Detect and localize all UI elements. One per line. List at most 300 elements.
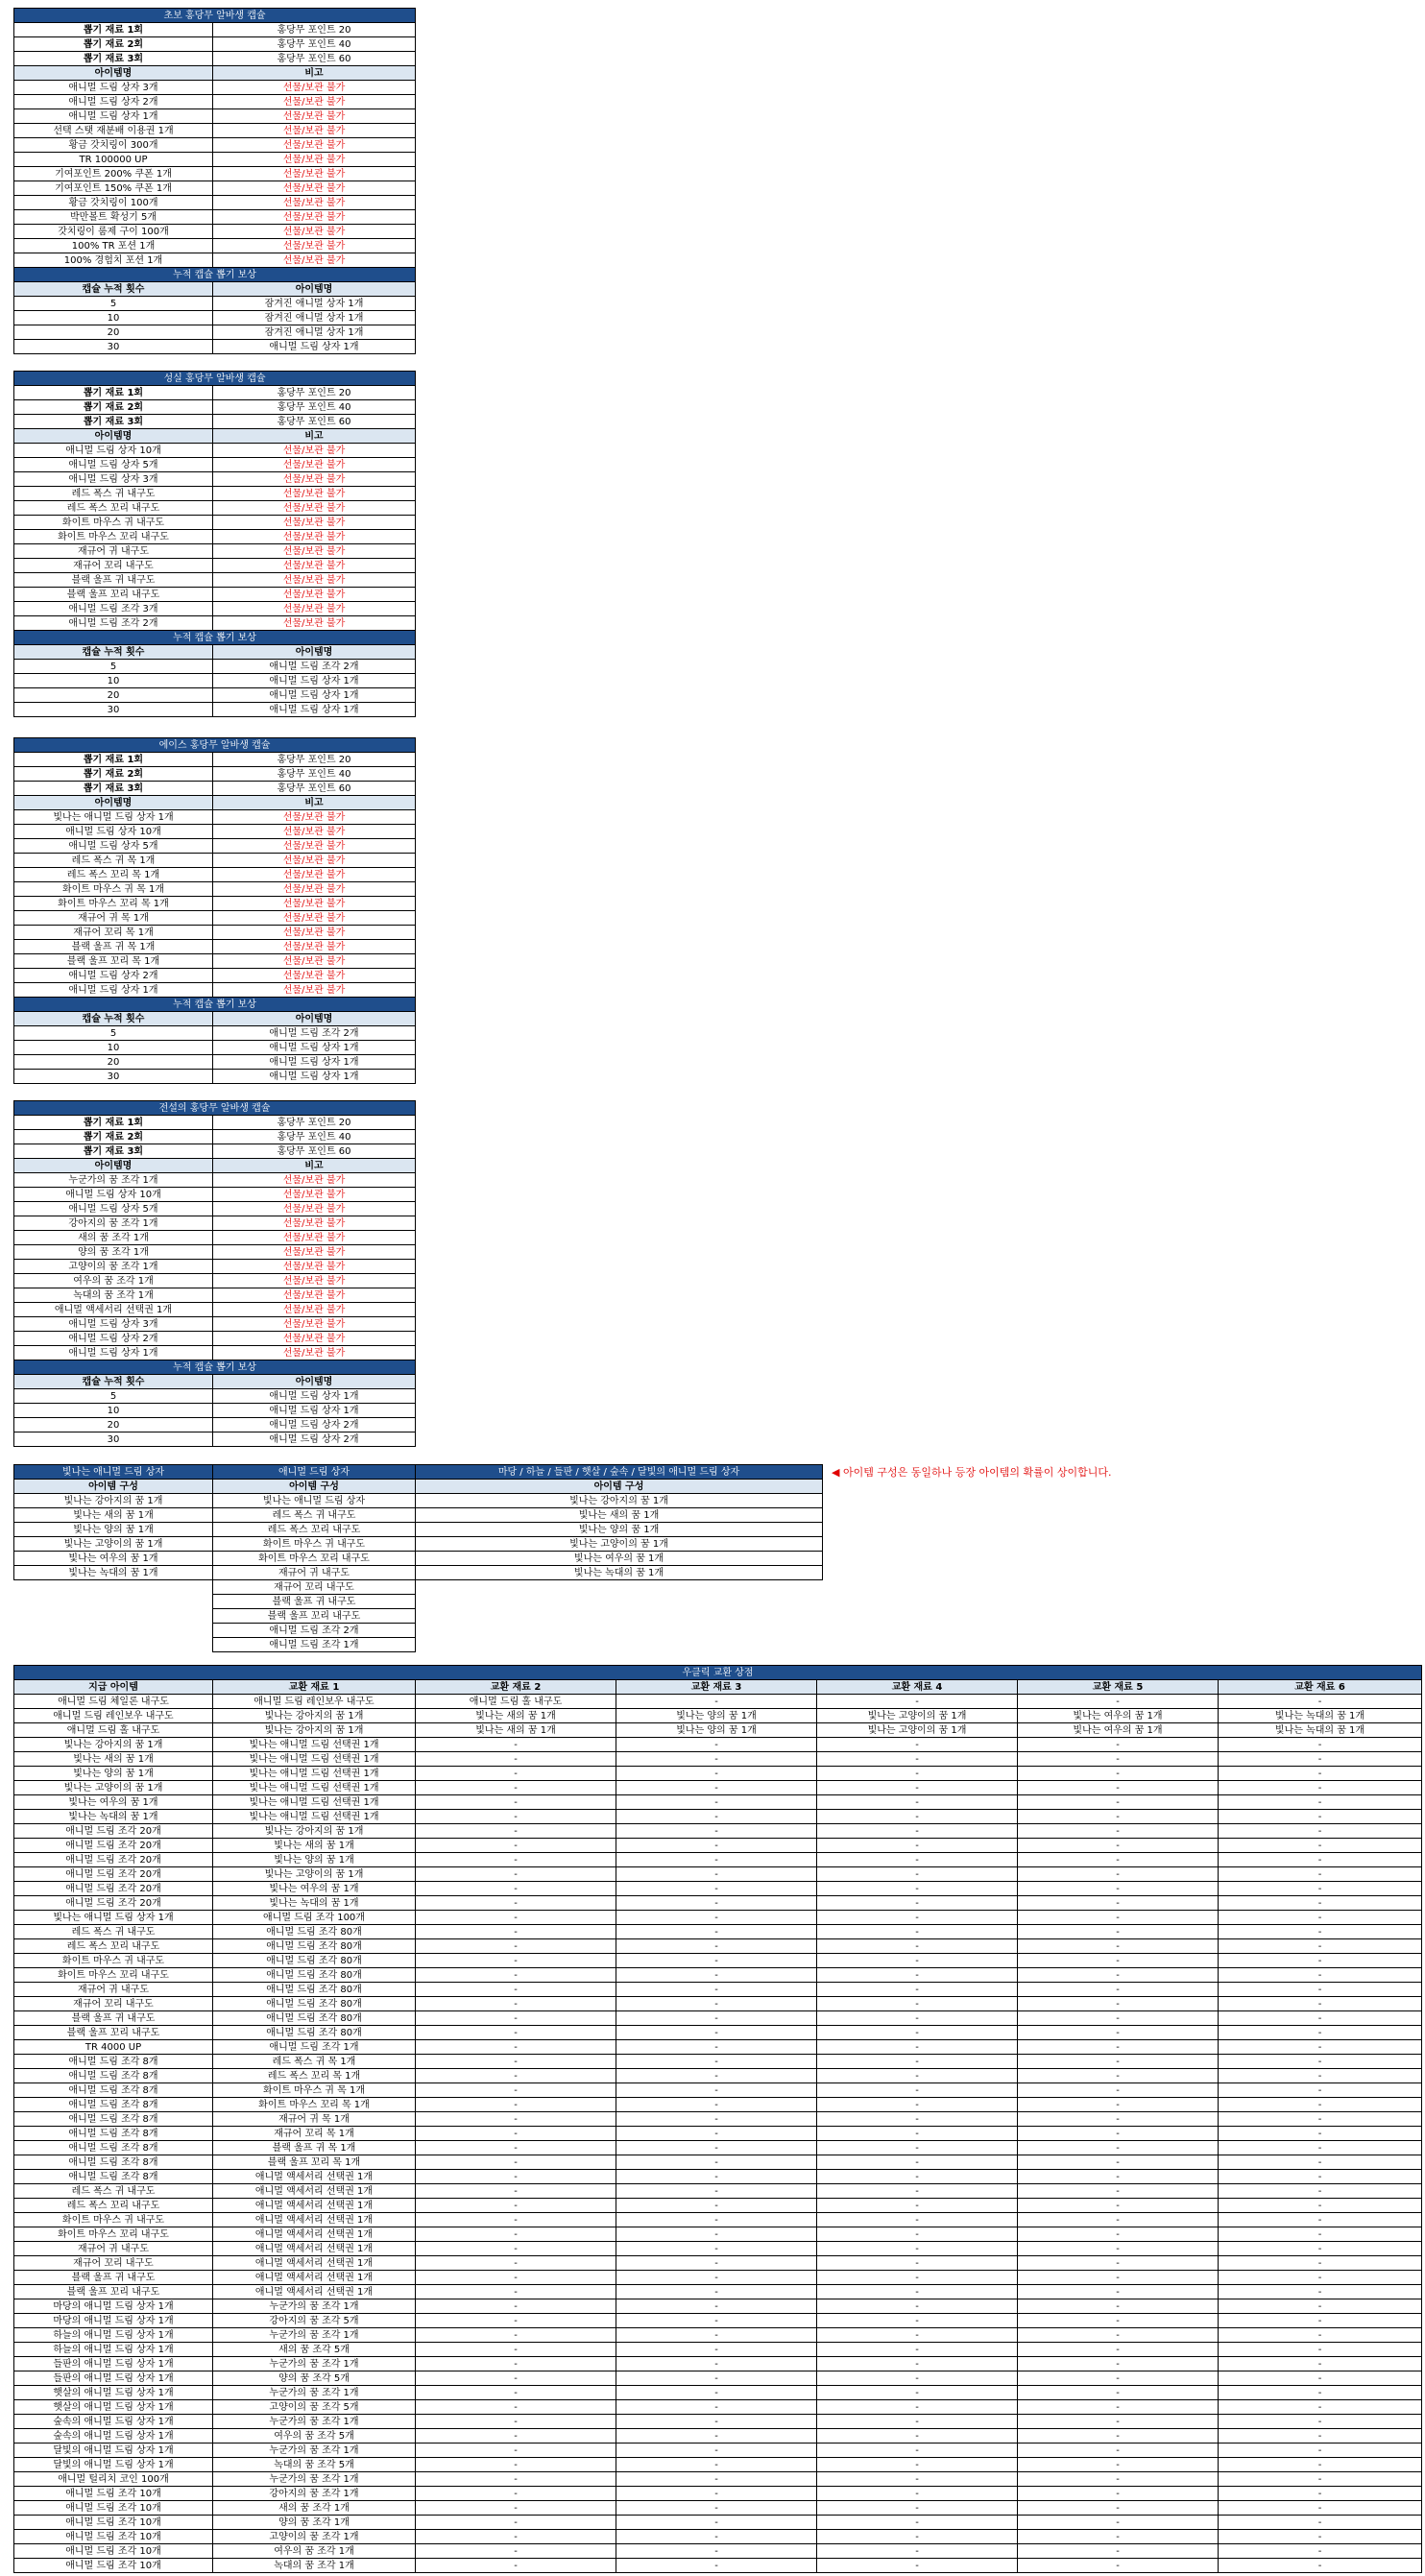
cumulative-item: 잠겨진 애니멀 상자 1개	[213, 311, 416, 325]
reward-item: 블랙 울프 귀 내구도	[14, 2271, 213, 2285]
cost-label: 뽑기 재료 2회	[14, 767, 213, 782]
exchange-material: 고양이의 꿈 조각 5개	[213, 2400, 416, 2415]
box-item: 재규어 귀 내구도	[213, 1566, 416, 1580]
reward-item: 하늘의 애니멀 드림 상자 1개	[14, 2328, 213, 2343]
exchange-material: -	[1219, 1752, 1422, 1767]
table-row	[14, 1432, 416, 1447]
exchange-material: -	[1219, 2371, 1422, 2386]
item-name: 애니멀 드림 상자 2개	[14, 95, 213, 109]
exchange-material: 여우의 꿈 조각 5개	[213, 2429, 416, 2444]
box-item: 블랙 울프 꼬리 내구도	[213, 1609, 416, 1624]
box-item: 빛나는 고양이의 꿈 1개	[416, 1537, 823, 1552]
cost-value: 홍당무 포인트 60	[213, 415, 416, 429]
item-note: 선물/보관 불가	[213, 1303, 416, 1317]
item-note: 선물/보관 불가	[213, 1173, 416, 1188]
exchange-material: -	[1219, 1810, 1422, 1824]
cost-label: 뽑기 재료 1회	[14, 386, 213, 400]
exchange-material: -	[616, 2544, 817, 2559]
exchange-material: -	[1219, 1695, 1422, 1709]
exchange-material: -	[616, 2415, 817, 2429]
exchange-material: -	[1018, 1911, 1219, 1925]
table-row	[14, 1537, 823, 1552]
item-name: 애니멀 드림 상자 2개	[14, 1332, 213, 1346]
table-row	[14, 2530, 1422, 2544]
exchange-material: -	[1219, 1853, 1422, 1867]
item-note: 선물/보관 불가	[213, 1216, 416, 1231]
box-header: 마당 / 하늘 / 들판 / 햇살 / 숲속 / 달빛의 애니멀 드림 상자	[416, 1465, 823, 1480]
column-header: 비고	[213, 1159, 416, 1173]
table-row	[14, 2271, 1422, 2285]
exchange-material: -	[817, 2199, 1018, 2213]
exchange-material: 레드 폭스 꼬리 목 1개	[213, 2069, 416, 2083]
reward-item: 애니멀 드림 조각 20개	[14, 1867, 213, 1882]
exchange-material: -	[1018, 2026, 1219, 2040]
table-row	[14, 588, 416, 602]
cost-value: 홍당무 포인트 60	[213, 782, 416, 796]
item-name: 애니멀 드림 상자 3개	[14, 1317, 213, 1332]
table-row	[14, 325, 416, 340]
exchange-material: -	[616, 2098, 817, 2112]
exchange-material: -	[416, 2227, 616, 2242]
item-name: 애니멀 드림 상자 5개	[14, 839, 213, 854]
reward-item: 화이트 마우스 꼬리 내구도	[14, 2227, 213, 2242]
table-row	[14, 340, 416, 354]
table-row	[14, 196, 416, 210]
table-row	[14, 2444, 1422, 2458]
exchange-material: 빛나는 애니멀 드림 선택권 1개	[213, 1810, 416, 1824]
reward-item: 빛나는 녹대의 꿈 1개	[14, 1810, 213, 1824]
box-item: 애니멀 드림 조각 2개	[213, 1624, 416, 1638]
box-note: ◀ 아이템 구성은 동일하나 등장 아이템의 확률이 상이합니다.	[832, 1466, 1112, 1479]
exchange-material: -	[416, 2386, 616, 2400]
table-row	[14, 1026, 416, 1041]
table-row	[14, 1288, 416, 1303]
item-note: 선물/보관 불가	[213, 225, 416, 239]
item-name: 재규어 귀 목 1개	[14, 911, 213, 926]
table-row	[14, 2357, 1422, 2371]
column-header: 아이템명	[213, 1375, 416, 1389]
exchange-material: -	[1219, 2256, 1422, 2271]
exchange-material: -	[416, 1839, 616, 1853]
exchange-material: -	[817, 1738, 1018, 1752]
exchange-material: -	[1018, 2227, 1219, 2242]
cumulative-count: 5	[14, 660, 213, 674]
exchange-material: -	[616, 1824, 817, 1839]
exchange-material: -	[416, 1752, 616, 1767]
reward-item: 블랙 울프 귀 내구도	[14, 2011, 213, 2026]
item-name: 재규어 꼬리 내구도	[14, 559, 213, 573]
table-row	[14, 1968, 1422, 1983]
table-row	[14, 167, 416, 181]
item-name: 애니멀 드림 상자 3개	[14, 81, 213, 95]
item-note: 선물/보관 불가	[213, 1188, 416, 1202]
exchange-material: -	[817, 1867, 1018, 1882]
cumulative-count: 5	[14, 297, 213, 311]
reward-item: 빛나는 강아지의 꿈 1개	[14, 1738, 213, 1752]
exchange-material: -	[616, 1752, 817, 1767]
table-row	[14, 2083, 1422, 2098]
item-name: 화이트 마우스 귀 내구도	[14, 516, 213, 530]
exchange-material: -	[1018, 1767, 1219, 1781]
exchange-material: -	[1018, 1954, 1219, 1968]
table-row	[14, 1404, 416, 1418]
exchange-material: -	[817, 2184, 1018, 2199]
exchange-material: -	[416, 1968, 616, 1983]
table-row	[14, 253, 416, 268]
exchange-material: -	[1018, 1839, 1219, 1853]
exchange-material: -	[1219, 2415, 1422, 2429]
exchange-material: -	[616, 2458, 817, 2472]
table-row	[14, 2098, 1422, 2112]
exchange-material: 애니멀 액세서리 선택권 1개	[213, 2271, 416, 2285]
exchange-material: -	[1018, 1882, 1219, 1896]
table-row	[14, 2040, 1422, 2055]
capsule-table	[13, 1100, 416, 1447]
exchange-material: -	[616, 2242, 817, 2256]
item-note: 선물/보관 불가	[213, 810, 416, 825]
exchange-material: -	[616, 2155, 817, 2170]
reward-item: 레드 폭스 꼬리 내구도	[14, 1939, 213, 1954]
box-item: 빛나는 강아지의 꿈 1개	[14, 1494, 213, 1508]
exchange-material: 화이트 마우스 귀 목 1개	[213, 2083, 416, 2098]
cumulative-count: 5	[14, 1389, 213, 1404]
column-header: 아이템명	[213, 1012, 416, 1026]
item-note: 선물/보관 불가	[213, 1288, 416, 1303]
exchange-material: -	[1219, 2170, 1422, 2184]
cumulative-item: 애니멀 드림 조각 2개	[213, 660, 416, 674]
cumulative-count: 10	[14, 1404, 213, 1418]
reward-item: 애니멀 드림 조각 8개	[14, 2127, 213, 2141]
exchange-material: 빛나는 녹대의 꿈 1개	[213, 1896, 416, 1911]
exchange-material: -	[1219, 2544, 1422, 2559]
table-row	[14, 544, 416, 559]
reward-item: 마당의 애니멀 드림 상자 1개	[14, 2299, 213, 2314]
exchange-material: -	[1219, 2011, 1422, 2026]
item-note: 선물/보관 불가	[213, 1231, 416, 1245]
exchange-material: -	[416, 2055, 616, 2069]
item-name: 화이트 마우스 꼬리 목 1개	[14, 897, 213, 911]
column-header: 아이템 구성	[213, 1480, 416, 1494]
exchange-material: -	[1219, 2429, 1422, 2444]
box-contents-table	[13, 1464, 823, 1652]
exchange-material: 빛나는 고양이의 꿈 1개	[213, 1867, 416, 1882]
item-note: 선물/보관 불가	[213, 602, 416, 616]
exchange-material: -	[416, 1997, 616, 2011]
cost-value: 홍당무 포인트 40	[213, 400, 416, 415]
exchange-material: -	[616, 2040, 817, 2055]
column-header: 비고	[213, 796, 416, 810]
item-note: 선물/보관 불가	[213, 210, 416, 225]
column-header: 캡슐 누적 횟수	[14, 1012, 213, 1026]
exchange-material: -	[1018, 1896, 1219, 1911]
exchange-material: -	[1219, 2040, 1422, 2055]
exchange-material: -	[616, 2386, 817, 2400]
exchange-material: -	[616, 2184, 817, 2199]
box-item: 애니멀 드림 조각 1개	[213, 1638, 416, 1652]
exchange-material: 빛나는 강아지의 꿈 1개	[213, 1824, 416, 1839]
table-row	[14, 2516, 1422, 2530]
exchange-material: -	[1219, 1896, 1422, 1911]
exchange-material: -	[817, 2083, 1018, 2098]
reward-item: 재규어 귀 내구도	[14, 1983, 213, 1997]
exchange-material: -	[1018, 2328, 1219, 2343]
box-header: 애니멀 드림 상자	[213, 1465, 416, 1480]
item-note: 선물/보관 불가	[213, 868, 416, 882]
exchange-material: 빛나는 고양이의 꿈 1개	[817, 1723, 1018, 1738]
box-item: 빛나는 새의 꿈 1개	[416, 1508, 823, 1523]
exchange-material: 빛나는 강아지의 꿈 1개	[213, 1723, 416, 1738]
table-row	[14, 1767, 1422, 1781]
exchange-material: -	[817, 2314, 1018, 2328]
table-row	[14, 2386, 1422, 2400]
table-row	[14, 1867, 1422, 1882]
reward-item: TR 4000 UP	[14, 2040, 213, 2055]
table-row	[14, 2242, 1422, 2256]
exchange-material: -	[416, 1882, 616, 1896]
exchange-material: -	[817, 2472, 1018, 2487]
reward-item: 화이트 마우스 꼬리 내구도	[14, 1968, 213, 1983]
table-row	[14, 2026, 1422, 2040]
reward-item: 빛나는 양의 꿈 1개	[14, 1767, 213, 1781]
cost-value: 홍당무 포인트 20	[213, 23, 416, 37]
table-row	[14, 1638, 823, 1652]
table-row	[14, 210, 416, 225]
exchange-material: -	[616, 2011, 817, 2026]
exchange-material: -	[1018, 2458, 1219, 2472]
reward-item: 빛나는 애니멀 드림 상자 1개	[14, 1911, 213, 1925]
exchange-material: -	[416, 1896, 616, 1911]
item-note: 선물/보관 불가	[213, 444, 416, 458]
capsule-table	[13, 737, 416, 1084]
exchange-material: -	[416, 2516, 616, 2530]
exchange-material: -	[817, 1997, 1018, 2011]
empty-cell	[416, 1580, 823, 1595]
exchange-material: 누군가의 꿈 조각 1개	[213, 2472, 416, 2487]
exchange-material: -	[817, 2141, 1018, 2155]
exchange-material: -	[616, 2213, 817, 2227]
exchange-material: -	[616, 1997, 817, 2011]
exchange-material: -	[1018, 1824, 1219, 1839]
reward-item: 애니멀 드림 조각 20개	[14, 1853, 213, 1867]
exchange-material: 애니멀 액세서리 선택권 1개	[213, 2256, 416, 2271]
reward-item: 햇살의 애니멀 드림 상자 1개	[14, 2386, 213, 2400]
exchange-material: -	[1219, 2271, 1422, 2285]
exchange-material: -	[616, 2328, 817, 2343]
exchange-material: -	[817, 2170, 1018, 2184]
item-note: 선물/보관 불가	[213, 1202, 416, 1216]
item-note: 선물/보관 불가	[213, 196, 416, 210]
table-row	[14, 1723, 1422, 1738]
table-row	[14, 181, 416, 196]
exchange-material: -	[416, 1767, 616, 1781]
exchange-material: -	[1219, 1867, 1422, 1882]
reward-item: 애니멀 드림 조각 20개	[14, 1839, 213, 1853]
exchange-material: -	[616, 2501, 817, 2516]
item-name: 애니멀 드림 상자 10개	[14, 444, 213, 458]
exchange-material: 애니멀 드림 조각 80개	[213, 1968, 416, 1983]
cumulative-item: 애니멀 드림 상자 1개	[213, 1041, 416, 1055]
column-header: 아이템명	[14, 1159, 213, 1173]
exchange-material: -	[817, 2011, 1018, 2026]
item-note: 선물/보관 불가	[213, 911, 416, 926]
exchange-material: -	[416, 2155, 616, 2170]
item-note: 선물/보관 불가	[213, 882, 416, 897]
exchange-material: -	[616, 2400, 817, 2415]
exchange-material: 애니멀 드림 홀 내구도	[416, 1695, 616, 1709]
cumulative-count: 30	[14, 1070, 213, 1084]
item-name: 블랙 울프 귀 내구도	[14, 573, 213, 588]
exchange-material: -	[1018, 2285, 1219, 2299]
table-row	[14, 516, 416, 530]
exchange-material: -	[616, 1810, 817, 1824]
reward-item: 들판의 애니멀 드림 상자 1개	[14, 2371, 213, 2386]
reward-item: 레드 폭스 귀 내구도	[14, 1925, 213, 1939]
exchange-material: -	[416, 1853, 616, 1867]
cumulative-count: 30	[14, 703, 213, 717]
item-note: 선물/보관 불가	[213, 181, 416, 196]
table-row	[14, 1346, 416, 1360]
table-row	[14, 2112, 1422, 2127]
exchange-material: 녹대의 꿈 조각 1개	[213, 2559, 416, 2573]
exchange-material: -	[817, 2386, 1018, 2400]
table-row	[14, 573, 416, 588]
table-row	[14, 1738, 1422, 1752]
cumulative-item: 애니멀 드림 상자 1개	[213, 688, 416, 703]
exchange-material: -	[416, 2343, 616, 2357]
empty-cell	[416, 1595, 823, 1609]
capsule-table	[13, 371, 416, 717]
table-row	[14, 616, 416, 631]
table-row	[14, 487, 416, 501]
exchange-material: -	[616, 1695, 817, 1709]
table-row	[14, 1041, 416, 1055]
item-note: 선물/보관 불가	[213, 825, 416, 839]
item-note: 선물/보관 불가	[213, 1274, 416, 1288]
exchange-material: -	[416, 2371, 616, 2386]
exchange-material: -	[416, 2040, 616, 2055]
exchange-material: -	[1219, 1781, 1422, 1795]
item-name: 애니멀 드림 상자 2개	[14, 969, 213, 983]
column-header: 지급 아이템	[14, 1680, 213, 1695]
item-name: 기여포인트 150% 쿠폰 1개	[14, 181, 213, 196]
cost-value: 홍당무 포인트 60	[213, 1144, 416, 1159]
item-note: 선물/보관 불가	[213, 839, 416, 854]
exchange-material: 새의 꿈 조각 5개	[213, 2343, 416, 2357]
exchange-material: 빛나는 여우의 꿈 1개	[1018, 1723, 1219, 1738]
exchange-material: 블랙 울프 귀 목 1개	[213, 2141, 416, 2155]
table-row	[14, 501, 416, 516]
cost-value: 홍당무 포인트 20	[213, 386, 416, 400]
item-note: 선물/보관 불가	[213, 487, 416, 501]
exchange-material: -	[817, 2271, 1018, 2285]
capsule-title: 전설의 홍당무 알바생 캡슐	[14, 1101, 416, 1116]
cumulative-count: 20	[14, 688, 213, 703]
table-row	[14, 559, 416, 573]
cost-label: 뽑기 재료 3회	[14, 782, 213, 796]
exchange-material: 재규어 귀 목 1개	[213, 2112, 416, 2127]
reward-item: 애니멀 드림 조각 10개	[14, 2544, 213, 2559]
reward-item: 애니멀 드림 체일론 내구도	[14, 1695, 213, 1709]
table-row	[14, 2227, 1422, 2242]
reward-item: 들판의 애니멀 드림 상자 1개	[14, 2357, 213, 2371]
exchange-material: 애니멀 드림 조각 80개	[213, 1983, 416, 1997]
table-row	[14, 1173, 416, 1188]
cost-label: 뽑기 재료 2회	[14, 1130, 213, 1144]
item-name: 블랙 울프 꼬리 내구도	[14, 588, 213, 602]
exchange-material: -	[1018, 2429, 1219, 2444]
item-note: 선물/보관 불가	[213, 954, 416, 969]
exchange-material: -	[616, 1896, 817, 1911]
table-row	[14, 2415, 1422, 2429]
table-row	[14, 239, 416, 253]
exchange-material: -	[1219, 1795, 1422, 1810]
exchange-material: -	[817, 2127, 1018, 2141]
table-row	[14, 969, 416, 983]
cost-value: 홍당무 포인트 20	[213, 1116, 416, 1130]
table-row	[14, 1566, 823, 1580]
exchange-material: -	[817, 2256, 1018, 2271]
item-note: 선물/보관 불가	[213, 969, 416, 983]
reward-item: 숲속의 애니멀 드림 상자 1개	[14, 2415, 213, 2429]
cost-label: 뽑기 재료 1회	[14, 23, 213, 37]
exchange-material: -	[1018, 2011, 1219, 2026]
exchange-material: -	[1219, 1839, 1422, 1853]
cumulative-item: 애니멀 드림 상자 2개	[213, 1418, 416, 1432]
box-item: 재규어 꼬리 내구도	[213, 1580, 416, 1595]
item-note: 선물/보관 불가	[213, 1332, 416, 1346]
table-row	[14, 2199, 1422, 2213]
exchange-material: -	[416, 1824, 616, 1839]
exchange-material: -	[416, 2199, 616, 2213]
box-item: 빛나는 양의 꿈 1개	[14, 1523, 213, 1537]
empty-cell	[14, 1624, 213, 1638]
cost-value: 홍당무 포인트 40	[213, 1130, 416, 1144]
exchange-material: -	[616, 2343, 817, 2357]
exchange-material: -	[1018, 2242, 1219, 2256]
column-header: 교환 재료 2	[416, 1680, 616, 1695]
exchange-material: 애니멀 액세서리 선택권 1개	[213, 2227, 416, 2242]
exchange-material: -	[817, 2544, 1018, 2559]
exchange-material: -	[416, 2458, 616, 2472]
item-note: 선물/보관 불가	[213, 109, 416, 124]
exchange-material: -	[416, 1925, 616, 1939]
exchange-material: -	[817, 1983, 1018, 1997]
table-row	[14, 2155, 1422, 2170]
table-row	[14, 458, 416, 472]
exchange-material: -	[817, 2227, 1018, 2242]
empty-cell	[416, 1638, 823, 1652]
exchange-material: 빛나는 새의 꿈 1개	[416, 1723, 616, 1738]
exchange-material: -	[1018, 1853, 1219, 1867]
table-row	[14, 1332, 416, 1346]
exchange-material: -	[416, 2112, 616, 2127]
exchange-material: -	[616, 2429, 817, 2444]
cost-value: 홍당무 포인트 20	[213, 753, 416, 767]
cumulative-title: 누적 캡슐 뽑기 보상	[14, 268, 416, 282]
empty-cell	[14, 1580, 213, 1595]
box-item: 빛나는 애니멀 드림 상자	[213, 1494, 416, 1508]
item-note: 선물/보관 불가	[213, 897, 416, 911]
exchange-material: -	[1018, 2314, 1219, 2328]
exchange-material: -	[416, 1939, 616, 1954]
exchange-material: -	[416, 1795, 616, 1810]
exchange-material: -	[1018, 2256, 1219, 2271]
cumulative-item: 애니멀 드림 상자 1개	[213, 340, 416, 354]
box-item: 빛나는 고양이의 꿈 1개	[14, 1537, 213, 1552]
exchange-material: -	[817, 2328, 1018, 2343]
reward-item: 달빛의 애니멀 드림 상자 1개	[14, 2444, 213, 2458]
exchange-material: -	[1018, 2098, 1219, 2112]
